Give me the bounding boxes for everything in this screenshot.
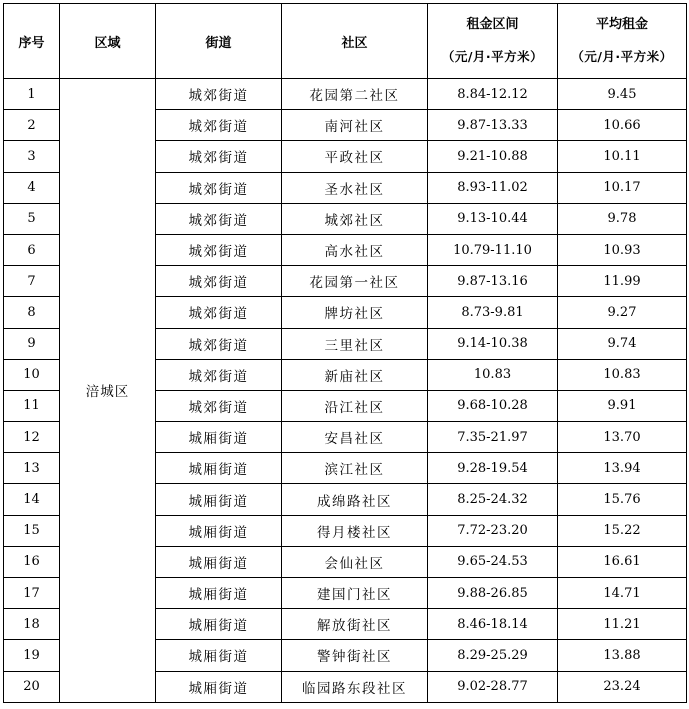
cell-community: 成绵路社区 — [282, 484, 428, 515]
header-district: 区域 — [60, 4, 156, 79]
cell-community: 城郊社区 — [282, 203, 428, 234]
cell-community: 花园第二社区 — [282, 79, 428, 110]
cell-average-rent: 14.71 — [558, 578, 687, 609]
cell-street: 城郊街道 — [156, 390, 282, 421]
header-average-rent-title: 平均租金 — [595, 17, 648, 32]
cell-average-rent: 10.11 — [558, 141, 687, 172]
header-average-rent — [558, 4, 687, 79]
cell-community: 花园第一社区 — [282, 266, 428, 297]
cell-community: 圣水社区 — [282, 172, 428, 203]
cell-average-rent: 9.27 — [558, 297, 687, 328]
cell-index: 2 — [4, 110, 60, 141]
cell-street: 城厢街道 — [156, 453, 282, 484]
cell-average-rent: 15.76 — [558, 484, 687, 515]
cell-rent-range: 10.79-11.10 — [428, 234, 558, 265]
cell-community: 沿江社区 — [282, 390, 428, 421]
cell-index: 11 — [4, 390, 60, 421]
cell-community: 建国门社区 — [282, 578, 428, 609]
cell-rent-range: 9.68-10.28 — [428, 390, 558, 421]
cell-index: 15 — [4, 515, 60, 546]
cell-street: 城郊街道 — [156, 328, 282, 359]
cell-street: 城厢街道 — [156, 422, 282, 453]
cell-index: 17 — [4, 578, 60, 609]
cell-street: 城厢街道 — [156, 484, 282, 515]
cell-community: 警钟街社区 — [282, 640, 428, 671]
cell-community: 三里社区 — [282, 328, 428, 359]
header-rent-range-unit: （元/月·平方米） — [441, 49, 544, 64]
cell-index: 20 — [4, 671, 60, 702]
cell-rent-range: 8.29-25.29 — [428, 640, 558, 671]
cell-index: 18 — [4, 609, 60, 640]
header-index: 序号 — [4, 4, 60, 79]
cell-rent-range: 9.02-28.77 — [428, 671, 558, 702]
cell-average-rent: 13.88 — [558, 640, 687, 671]
cell-street: 城郊街道 — [156, 234, 282, 265]
cell-street: 城厢街道 — [156, 671, 282, 702]
cell-index: 4 — [4, 172, 60, 203]
cell-street: 城郊街道 — [156, 297, 282, 328]
cell-rent-range: 8.46-18.14 — [428, 609, 558, 640]
cell-community: 会仙社区 — [282, 546, 428, 577]
cell-rent-range: 10.83 — [428, 359, 558, 390]
cell-street: 城厢街道 — [156, 546, 282, 577]
cell-rent-range: 7.35-21.97 — [428, 422, 558, 453]
cell-average-rent: 13.70 — [558, 422, 687, 453]
cell-average-rent: 10.83 — [558, 359, 687, 390]
cell-average-rent: 15.22 — [558, 515, 687, 546]
cell-average-rent: 10.17 — [558, 172, 687, 203]
cell-district: 涪城区 — [60, 79, 156, 703]
cell-community: 临园路东段社区 — [282, 671, 428, 702]
cell-index: 5 — [4, 203, 60, 234]
cell-rent-range: 8.25-24.32 — [428, 484, 558, 515]
cell-index: 8 — [4, 297, 60, 328]
cell-community: 牌坊社区 — [282, 297, 428, 328]
cell-community: 解放街社区 — [282, 609, 428, 640]
cell-average-rent: 9.74 — [558, 328, 687, 359]
cell-rent-range: 9.21-10.88 — [428, 141, 558, 172]
header-rent-range-title: 租金区间 — [466, 17, 519, 32]
cell-rent-range: 9.14-10.38 — [428, 328, 558, 359]
cell-index: 6 — [4, 234, 60, 265]
cell-index: 1 — [4, 79, 60, 110]
cell-average-rent: 10.66 — [558, 110, 687, 141]
cell-rent-range: 8.73-9.81 — [428, 297, 558, 328]
cell-index: 13 — [4, 453, 60, 484]
table-body — [4, 79, 687, 703]
header-community: 社区 — [282, 4, 428, 79]
cell-street: 城郊街道 — [156, 359, 282, 390]
cell-average-rent: 9.45 — [558, 79, 687, 110]
cell-rent-range: 8.84-12.12 — [428, 79, 558, 110]
cell-rent-range: 9.65-24.53 — [428, 546, 558, 577]
cell-street: 城厢街道 — [156, 609, 282, 640]
cell-index: 19 — [4, 640, 60, 671]
cell-index: 10 — [4, 359, 60, 390]
table-header-row — [4, 4, 687, 79]
cell-rent-range: 7.72-23.20 — [428, 515, 558, 546]
cell-street: 城郊街道 — [156, 141, 282, 172]
cell-street: 城郊街道 — [156, 266, 282, 297]
cell-index: 9 — [4, 328, 60, 359]
cell-street: 城厢街道 — [156, 578, 282, 609]
cell-index: 7 — [4, 266, 60, 297]
cell-rent-range: 9.88-26.85 — [428, 578, 558, 609]
cell-index: 3 — [4, 141, 60, 172]
cell-community: 南河社区 — [282, 110, 428, 141]
cell-rent-range: 8.93-11.02 — [428, 172, 558, 203]
table-row — [4, 79, 687, 110]
cell-community: 平政社区 — [282, 141, 428, 172]
rent-table — [3, 3, 687, 703]
cell-street: 城郊街道 — [156, 110, 282, 141]
cell-community: 得月楼社区 — [282, 515, 428, 546]
header-rent-range — [428, 4, 558, 79]
cell-street: 城郊街道 — [156, 172, 282, 203]
cell-average-rent: 11.21 — [558, 609, 687, 640]
cell-community: 新庙社区 — [282, 359, 428, 390]
cell-street: 城郊街道 — [156, 203, 282, 234]
cell-rent-range: 9.87-13.16 — [428, 266, 558, 297]
cell-rent-range: 9.13-10.44 — [428, 203, 558, 234]
header-street: 街道 — [156, 4, 282, 79]
cell-street: 城郊街道 — [156, 79, 282, 110]
cell-average-rent: 9.78 — [558, 203, 687, 234]
cell-average-rent: 11.99 — [558, 266, 687, 297]
cell-index: 16 — [4, 546, 60, 577]
cell-community: 滨江社区 — [282, 453, 428, 484]
cell-street: 城厢街道 — [156, 515, 282, 546]
cell-rent-range: 9.28-19.54 — [428, 453, 558, 484]
cell-index: 12 — [4, 422, 60, 453]
cell-average-rent: 16.61 — [558, 546, 687, 577]
cell-average-rent: 23.24 — [558, 671, 687, 702]
header-average-rent-unit: （元/月·平方米） — [571, 49, 673, 64]
cell-rent-range: 9.87-13.33 — [428, 110, 558, 141]
cell-average-rent: 13.94 — [558, 453, 687, 484]
cell-average-rent: 10.93 — [558, 234, 687, 265]
cell-average-rent: 9.91 — [558, 390, 687, 421]
cell-community: 高水社区 — [282, 234, 428, 265]
cell-community: 安昌社区 — [282, 422, 428, 453]
cell-index: 14 — [4, 484, 60, 515]
cell-street: 城厢街道 — [156, 640, 282, 671]
